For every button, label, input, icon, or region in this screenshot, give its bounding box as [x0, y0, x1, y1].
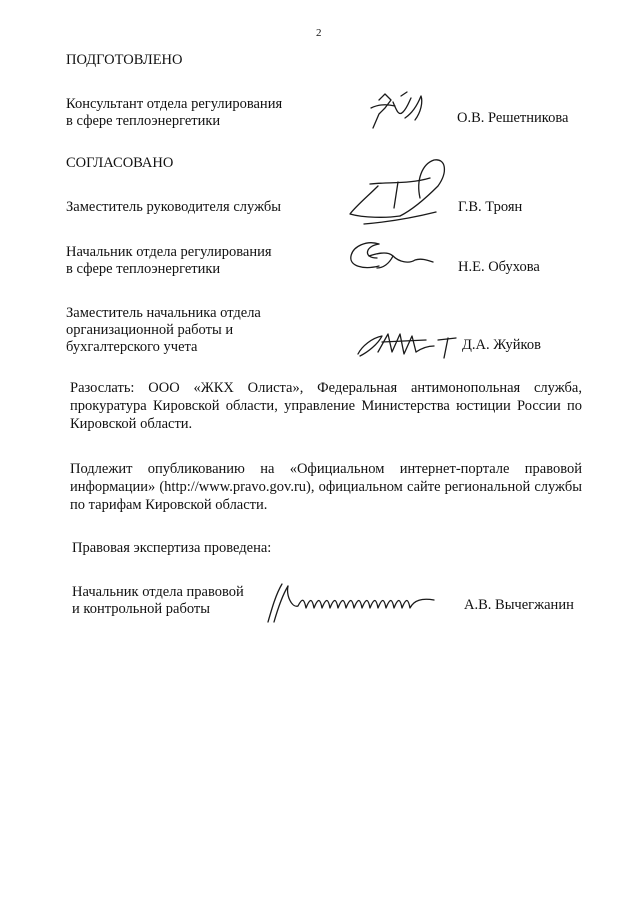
- signer-2-position-line2: в сфере теплоэнергетики: [66, 261, 221, 277]
- signer-3-position-line1: Заместитель начальника отдела: [66, 305, 261, 321]
- signature-troyan: [340, 152, 455, 232]
- signer-1-name: Г.В. Троян: [458, 199, 523, 215]
- legal-name: А.В. Вычегжанин: [464, 597, 574, 613]
- publication-paragraph: Подлежит опубликованию на «Официальном интернет-портале правовой информации» (http://www.pravo.gov.ru), официальном сайте региональной службы по тарифам Кировской области.: [70, 461, 582, 513]
- signer-2-name: Н.Е. Обухова: [458, 259, 540, 275]
- legal-position-line1: Начальник отдела правовой: [72, 584, 244, 600]
- legal-position-line2: и контрольной работы: [72, 601, 210, 617]
- signature-obukhova: [343, 238, 438, 278]
- signature-reshetnikova: [365, 88, 435, 136]
- signer-3-name: Д.А. Жуйков: [462, 337, 541, 353]
- signature-vychegzhanin: [262, 578, 442, 628]
- page-number: 2: [316, 27, 322, 39]
- signature-zhuikov: [348, 326, 460, 364]
- signer-1-position-line1: Заместитель руководителя службы: [66, 199, 282, 215]
- distribution-paragraph: Разослать: ООО «ЖКХ Олиста», Федеральная антимонопольная служба, прокуратура Кировской области, управление Министерства юстиции России по Кировской области.: [70, 380, 582, 432]
- agreed-heading: СОГЛАСОВАНО: [66, 155, 174, 171]
- legal-review-text: Правовая экспертиза проведена:: [72, 540, 272, 556]
- prepared-heading: ПОДГОТОВЛЕНО: [66, 52, 183, 68]
- prepared-position-line1: Консультант отдела регулирования: [66, 96, 283, 112]
- prepared-name: О.В. Решетникова: [457, 110, 569, 126]
- signer-3-position-line2: организационной работы и: [66, 322, 234, 338]
- signer-2-position-line1: Начальник отдела регулирования: [66, 244, 272, 260]
- signer-3-position-line3: бухгалтерского учета: [66, 339, 198, 355]
- prepared-position-line2: в сфере теплоэнергетики: [66, 113, 221, 129]
